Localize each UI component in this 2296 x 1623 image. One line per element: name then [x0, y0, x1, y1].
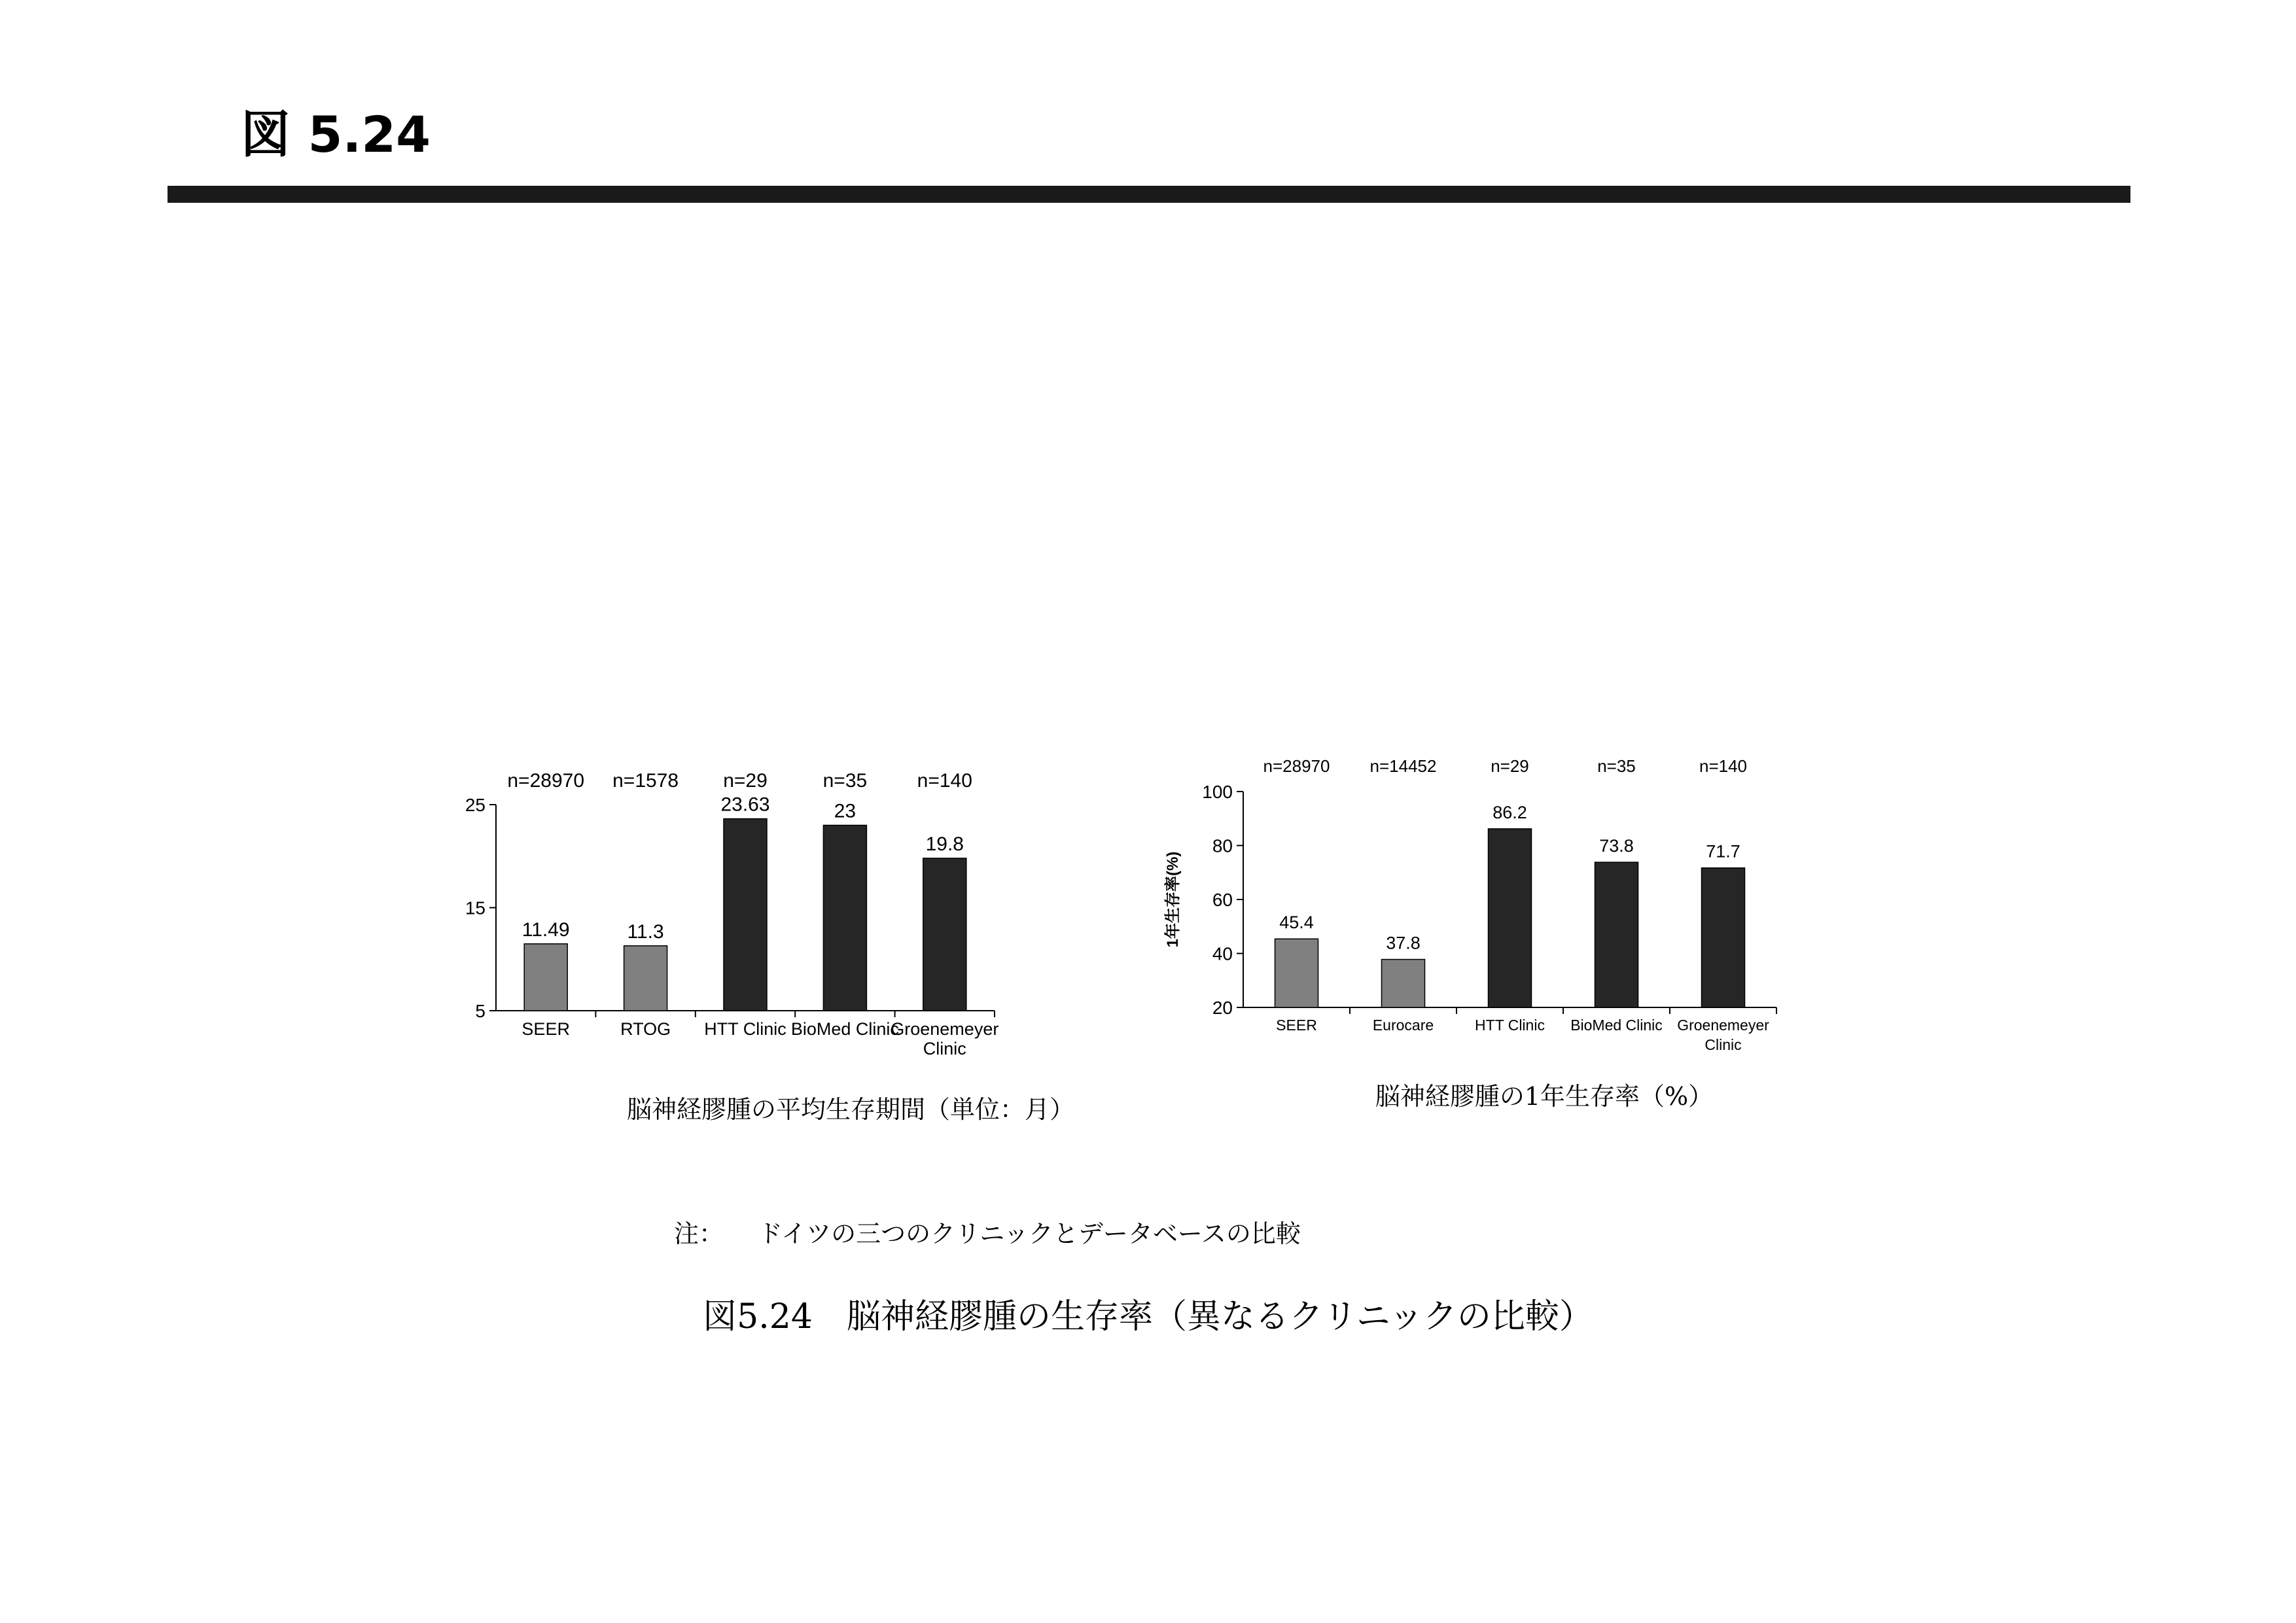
bar	[1275, 939, 1318, 1007]
sample-size-label: n=35	[1597, 756, 1636, 776]
y-tick-label: 5	[475, 1000, 486, 1021]
bar	[1595, 862, 1638, 1007]
bar-value-label: 86.2	[1492, 802, 1527, 822]
sample-size-label: n=28970	[1263, 756, 1330, 776]
bar-value-label: 45.4	[1279, 913, 1314, 933]
sample-size-label: n=14452	[1369, 756, 1437, 776]
bar	[1489, 829, 1532, 1007]
x-category-label: HTT Clinic	[1475, 1017, 1545, 1034]
x-category-label: Groenemeyer Clinic	[891, 1019, 999, 1058]
x-category-label: BioMed Clinic	[790, 1019, 899, 1039]
chart-2-caption: 脳神経膠腫の1年生存率（%）	[1375, 1082, 1714, 1111]
bar	[724, 819, 767, 1011]
y-tick-label: 80	[1212, 835, 1233, 856]
sample-size-label: n=29	[1491, 756, 1529, 776]
bar-value-label: 11.3	[627, 920, 664, 943]
bar-value-label: 23	[834, 800, 857, 822]
x-category-label: Eurocare	[1372, 1017, 1434, 1034]
page-title: 図 5.24	[241, 105, 431, 164]
y-tick-label: 60	[1212, 889, 1233, 910]
bar-value-label: 19.8	[925, 833, 964, 855]
bar-value-label: 73.8	[1599, 836, 1634, 856]
y-tick-label: 20	[1212, 997, 1233, 1018]
bar	[923, 858, 966, 1011]
sample-size-label: n=1578	[612, 770, 679, 792]
bar	[823, 826, 866, 1011]
x-category-label: SEER	[521, 1019, 570, 1039]
chart-1-caption: 脳神経膠腫の平均生存期間（単位：月）	[626, 1095, 1074, 1124]
x-category-label: RTOG	[620, 1019, 671, 1039]
bar	[524, 944, 567, 1011]
sample-size-label: n=29	[723, 770, 768, 792]
bar	[624, 946, 667, 1011]
sample-size-label: n=35	[822, 770, 868, 792]
bar	[1702, 868, 1745, 1007]
figure-note	[674, 1213, 1301, 1249]
y-tick-label: 100	[1202, 781, 1233, 802]
bar	[1382, 960, 1425, 1007]
sample-size-label: n=140	[1699, 756, 1748, 776]
x-category-label: HTT Clinic	[704, 1019, 786, 1039]
x-category-label: BioMed Clinic	[1570, 1017, 1663, 1034]
y-tick-label: 15	[465, 898, 486, 918]
sample-size-label: n=28970	[507, 770, 585, 792]
figure-caption: 図5.24 脳神経膠腫の生存率（異なるクリニックの比較）	[703, 1297, 1593, 1336]
header-divider	[168, 186, 2130, 203]
sample-size-label: n=140	[917, 770, 972, 792]
x-category-label: Groenemeyer Clinic	[1677, 1017, 1769, 1053]
note-label: 注：	[674, 1219, 724, 1248]
y-tick-label: 25	[465, 794, 486, 815]
y-axis-label: 1年生存率(%)	[1164, 851, 1182, 948]
bar-value-label: 37.8	[1386, 933, 1421, 953]
bar-value-label: 11.49	[521, 918, 570, 941]
bar-value-label: 23.63	[720, 794, 770, 816]
x-category-label: SEER	[1276, 1017, 1317, 1034]
bar-value-label: 71.7	[1706, 841, 1740, 862]
y-tick-label: 40	[1212, 943, 1233, 964]
survival-months-chart	[458, 752, 1243, 1079]
note-text: ドイツの三つのクリニックとデータベースの比較	[758, 1219, 1301, 1248]
one-year-survival-chart	[1152, 746, 1937, 1073]
